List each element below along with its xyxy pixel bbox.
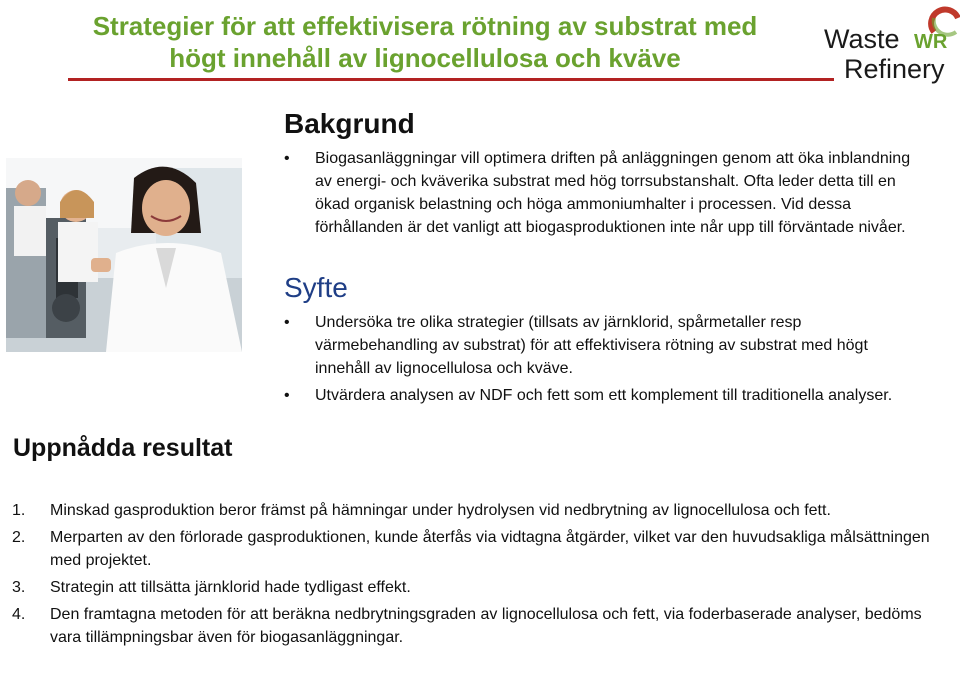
background-heading: Bakgrund — [284, 108, 415, 139]
result-number: 2. — [12, 529, 26, 546]
purpose-list — [284, 311, 924, 411]
background-bullet: • Biogasanläggningar vill optimera driften på anläggningen genom att öka inblandning av energi- och kväverika substrat med hög torrsubstanshalt. Ofta leder detta till en ökad organisk belastning och höga ammoniumhalter i processen. Vid dessa förhållanden är det vanligt att biogasproduktionen inte når upp till förväntade nivåer. — [284, 147, 924, 239]
title-line-2: högt innehåll av lignocellulosa och kväve — [169, 43, 681, 73]
lab-researchers-photo — [6, 158, 242, 352]
result-number: 3. — [12, 579, 26, 596]
result-item-1 — [12, 499, 952, 522]
page-title — [30, 10, 820, 74]
title-divider — [68, 78, 834, 81]
logo-word-waste: Waste — [824, 24, 900, 54]
purpose-bullet-1: • Undersöka tre olika strategier (tillsats av järnklorid, spårmetaller resp värmebehandling av substrat) för att effektivisera rötning av substrat med högt innehåll av lignocellulosa och kväve. — [284, 311, 924, 380]
results-list — [12, 499, 952, 653]
title-line-1: Strategier för att effektivisera rötning av substrat med — [92, 11, 758, 41]
purpose-bullet-2: • Utvärdera analysen av NDF och fett som ett komplement till traditionella analyser. — [284, 384, 924, 407]
result-text: Minskad gasproduktion beror främst på hämningar under hydrolysen vid nedbrytning av lignocellulosa och fett. — [50, 502, 831, 519]
result-number: 4. — [12, 606, 26, 623]
results-heading: Uppnådda resultat — [13, 434, 233, 462]
result-text: Strategin att tillsätta järnklorid hade tydligast effekt. — [50, 579, 411, 596]
waste-refinery-logo — [822, 4, 960, 84]
result-text: Den framtagna metoden för att beräkna nedbrytningsgraden av lignocellulosa och fett, via foderbaserade analyser, bedöms vara tillämpningsbar även för biogasanläggningar. — [50, 606, 922, 646]
background-list — [284, 147, 924, 239]
logo-word-refinery: Refinery — [844, 54, 945, 84]
logo-mark-letters: WR — [914, 31, 948, 53]
result-item-3 — [12, 576, 952, 599]
purpose-heading: Syfte — [284, 272, 348, 303]
result-item-2 — [12, 526, 952, 572]
result-text: Merparten av den förlorade gasproduktionen, kunde återfås via vidtagna åtgärder, vilket var den huvudsakliga målsättningen med projektet. — [50, 529, 930, 569]
result-item-4 — [12, 603, 952, 649]
result-number: 1. — [12, 502, 26, 519]
wr-mark-icon — [914, 10, 958, 53]
